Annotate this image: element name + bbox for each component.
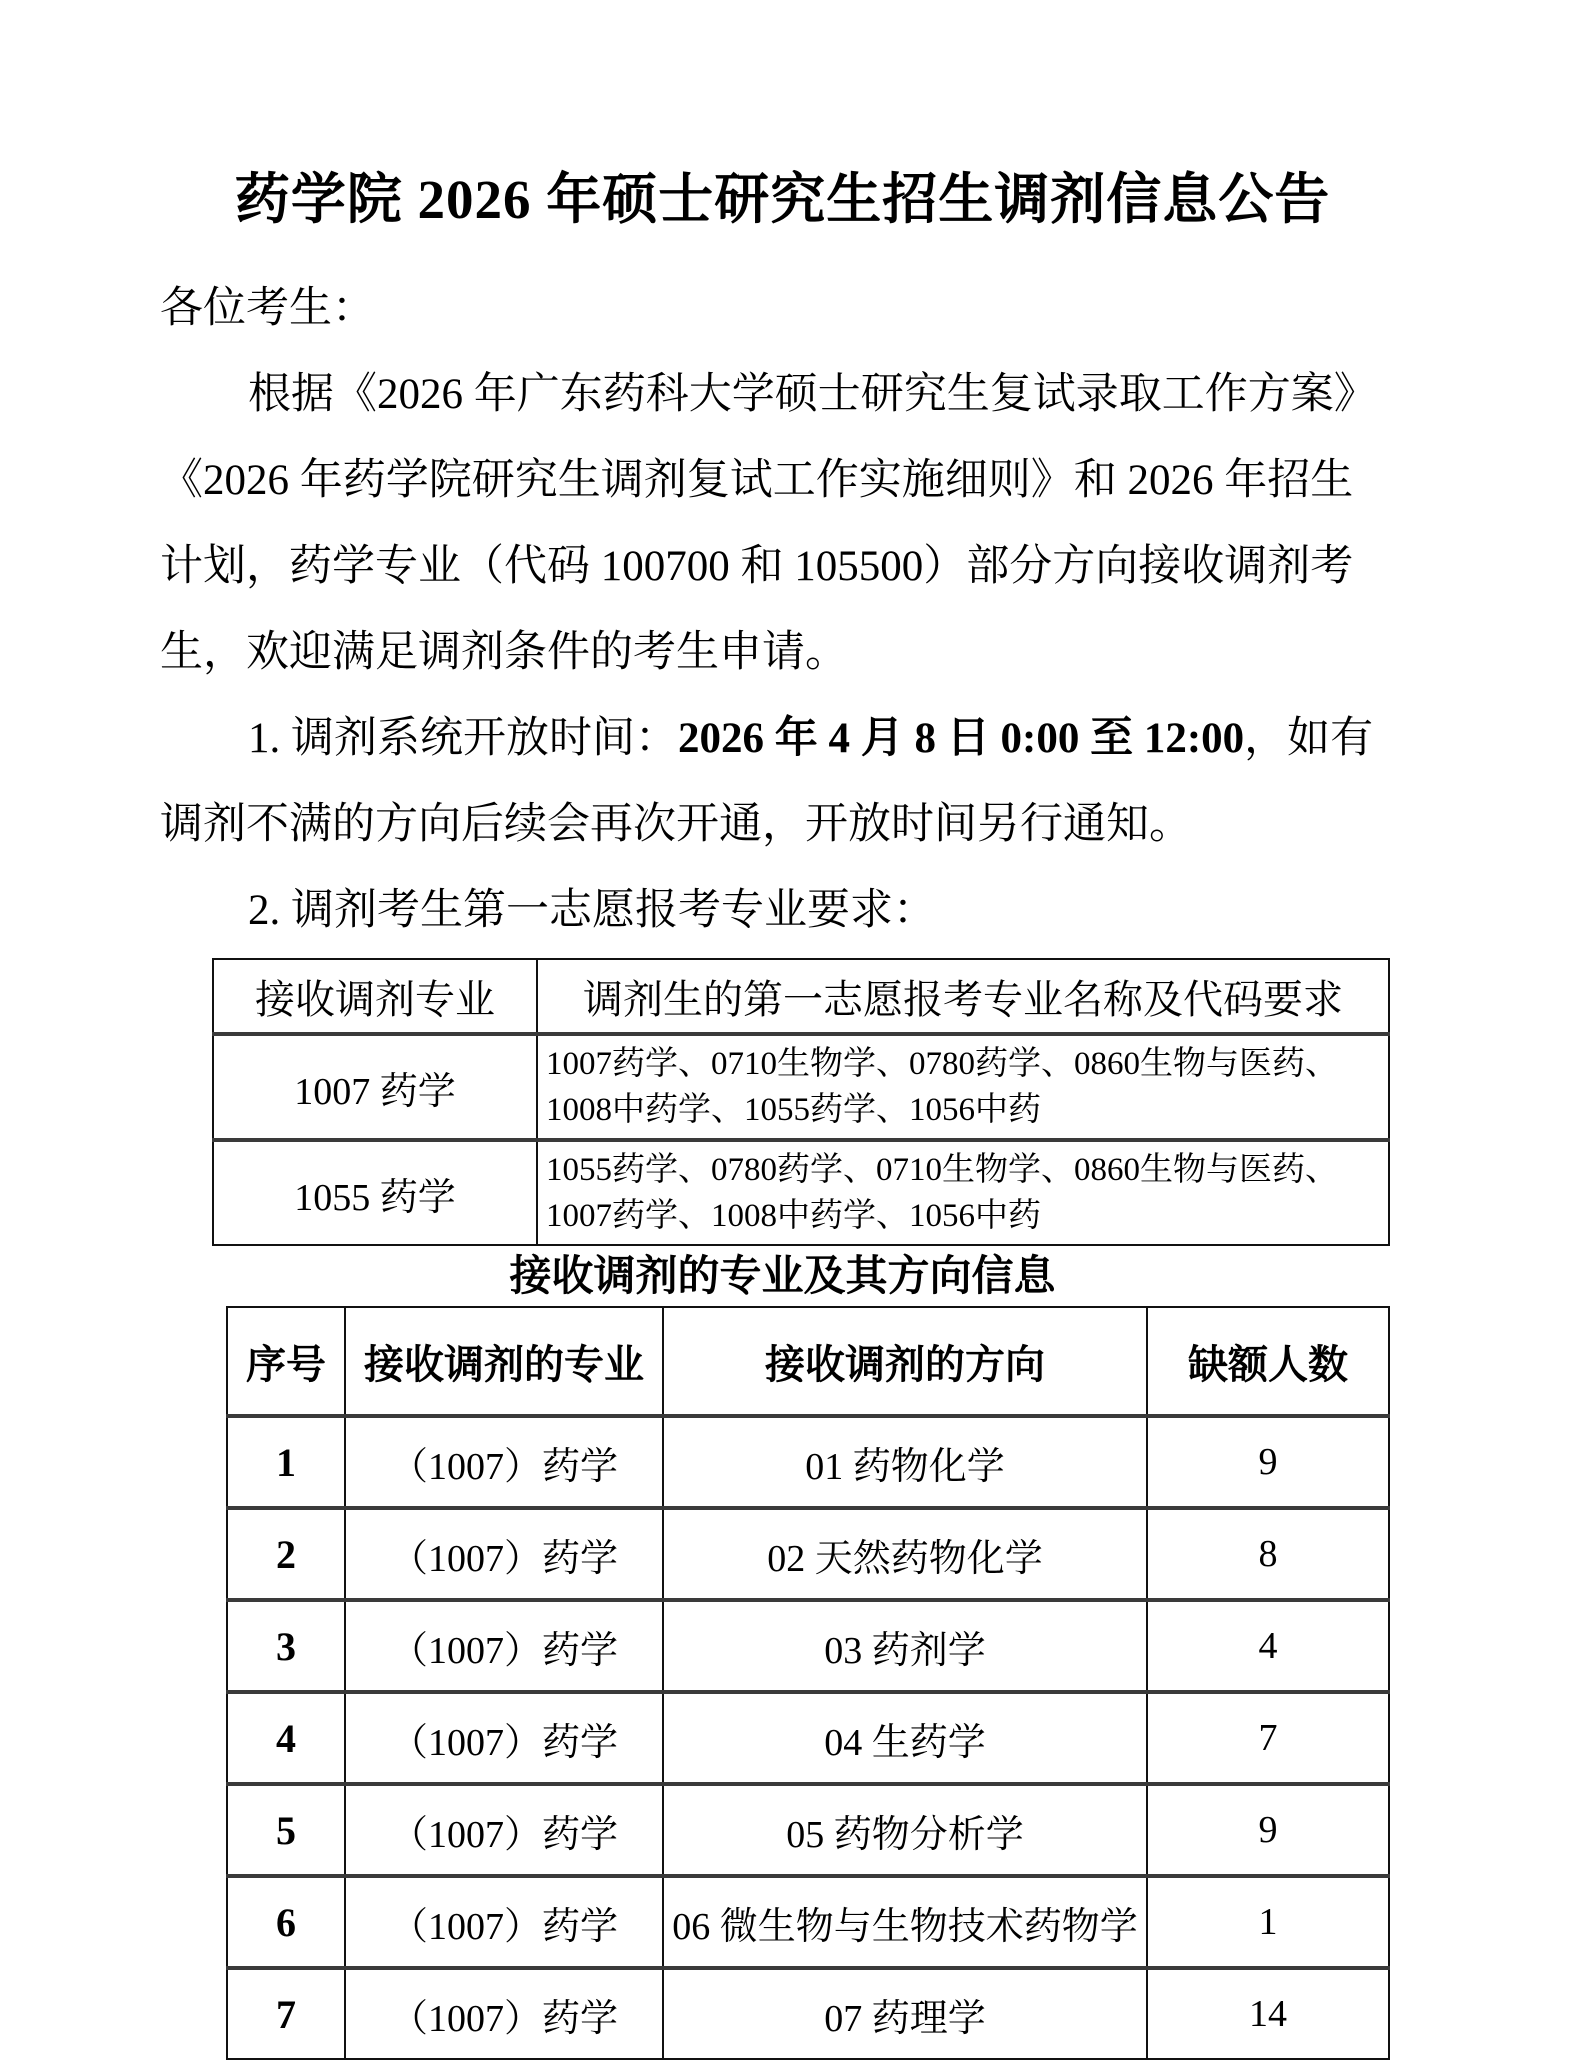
serial-cell: 1	[227, 1416, 345, 1508]
item1-prefix-text: 1. 调剂系统开放时间：	[248, 715, 678, 762]
item1-line1	[160, 696, 1405, 782]
paragraph1-line2: 《2026 年药学院研究生调剂复试工作实施细则》和 2026 年招生	[160, 457, 1354, 504]
vacancy-cell: 4	[1147, 1600, 1389, 1692]
vacancy-cell: 1	[1147, 1876, 1389, 1968]
directions-table-row	[227, 1600, 1389, 1692]
serial-cell: 6	[227, 1876, 345, 1968]
serial-cell: 7	[227, 1968, 345, 2059]
requirements-table-row	[213, 1034, 1389, 1140]
item1-line2: 调剂不满的方向后续会再次开通，开放时间另行通知。	[160, 801, 1192, 848]
directions-table-row	[227, 1968, 1389, 2059]
major-cell: （1007）药学	[345, 1416, 663, 1508]
requirements-header-major: 接收调剂专业	[213, 959, 537, 1034]
paragraph1-line3: 计划，药学专业（代码 100700 和 105500）部分方向接收调剂考	[160, 543, 1354, 590]
direction-cell: 01 药物化学	[663, 1416, 1147, 1508]
serial-cell: 5	[227, 1784, 345, 1876]
directions-header-major: 接收调剂的专业	[345, 1307, 663, 1416]
vacancy-cell: 8	[1147, 1508, 1389, 1600]
major-cell: （1007）药学	[345, 1692, 663, 1784]
vacancy-cell: 9	[1147, 1416, 1389, 1508]
directions-table-header-row	[227, 1307, 1389, 1416]
direction-cell: 06 微生物与生物技术药物学	[663, 1876, 1147, 1968]
requirement-major-cell: 1055 药学	[213, 1140, 537, 1245]
item1-schedule-bold-text: 2026 年 4 月 8 日 0:00 至 12:00	[678, 715, 1245, 762]
major-cell: （1007）药学	[345, 1876, 663, 1968]
item1-suffix-text: ，如有	[1244, 715, 1374, 762]
directions-table-row	[227, 1416, 1389, 1508]
requirement-detail-cell: 1055药学、0780药学、0710生物学、0860生物与医药、1007药学、1008中药学、1056中药	[537, 1140, 1389, 1245]
document-content	[160, 150, 1405, 2060]
direction-cell: 03 药剂学	[663, 1600, 1147, 1692]
directions-header-vacancy: 缺额人数	[1147, 1307, 1389, 1416]
directions-section-title: 接收调剂的专业及其方向信息	[509, 1254, 1056, 1300]
requirements-table-header-row	[213, 959, 1389, 1034]
major-cell: （1007）药学	[345, 1508, 663, 1600]
requirement-detail-cell: 1007药学、0710生物学、0780药学、0860生物与医药、1008中药学、1055药学、1056中药	[537, 1034, 1389, 1140]
vacancy-cell: 14	[1147, 1968, 1389, 2059]
directions-header-serial: 序号	[227, 1307, 345, 1416]
serial-cell: 4	[227, 1692, 345, 1784]
requirement-major-cell: 1007 药学	[213, 1034, 537, 1140]
direction-cell: 04 生药学	[663, 1692, 1147, 1784]
item2-line: 2. 调剂考生第一志愿报考专业要求：	[248, 887, 936, 934]
directions-table-row	[227, 1692, 1389, 1784]
serial-cell: 3	[227, 1600, 345, 1692]
directions-header-direction: 接收调剂的方向	[663, 1307, 1147, 1416]
paragraph1-line4: 生，欢迎满足调剂条件的考生申请。	[160, 629, 848, 676]
major-cell: （1007）药学	[345, 1600, 663, 1692]
directions-table-row	[227, 1876, 1389, 1968]
direction-cell: 07 药理学	[663, 1968, 1147, 2059]
directions-table-row	[227, 1784, 1389, 1876]
direction-cell: 02 天然药物化学	[663, 1508, 1147, 1600]
vacancy-cell: 9	[1147, 1784, 1389, 1876]
directions-table	[226, 1306, 1390, 2060]
page-title: 药学院 2026 年硕士研究生招生调剂信息公告	[234, 169, 1331, 230]
major-cell: （1007）药学	[345, 1784, 663, 1876]
directions-table-row	[227, 1508, 1389, 1600]
requirements-table-row	[213, 1140, 1389, 1245]
salutation-line: 各位考生：	[160, 285, 375, 332]
requirements-table	[212, 958, 1390, 1246]
direction-cell: 05 药物分析学	[663, 1784, 1147, 1876]
vacancy-cell: 7	[1147, 1692, 1389, 1784]
requirements-header-requirement: 调剂生的第一志愿报考专业名称及代码要求	[537, 959, 1389, 1034]
serial-cell: 2	[227, 1508, 345, 1600]
major-cell: （1007）药学	[345, 1968, 663, 2059]
paragraph1-line1: 根据《2026 年广东药科大学硕士研究生复试录取工作方案》	[248, 371, 1377, 418]
